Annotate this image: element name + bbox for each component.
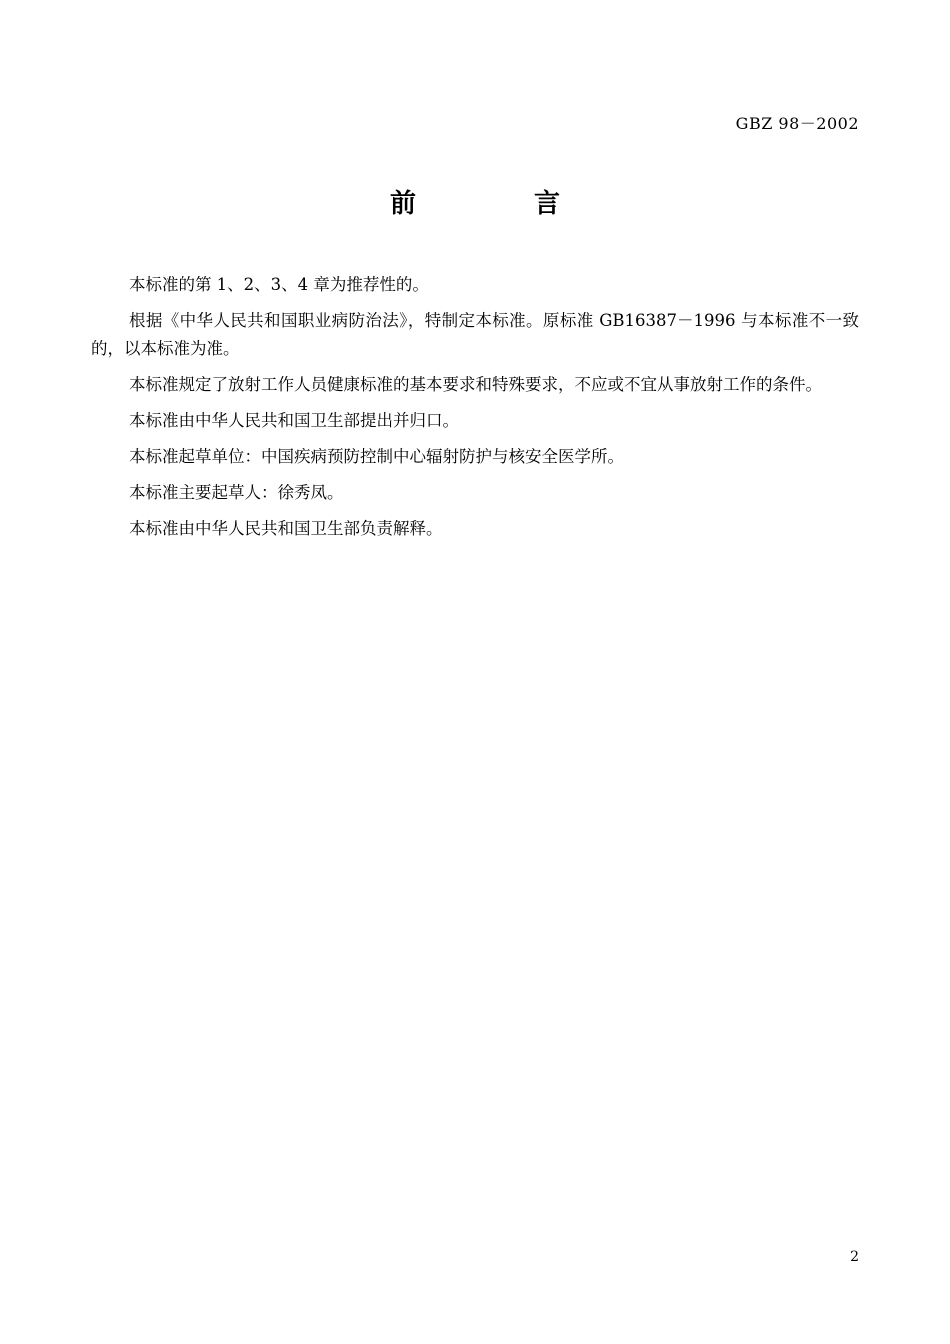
- paragraph-main-drafter: 本标准主要起草人：徐秀凤。: [128, 483, 344, 502]
- paragraph-drafting-unit: 本标准起草单位：中国疾病预防控制中心辐射防护与核安全医学所。: [128, 447, 624, 466]
- paragraph-interpretation: 本标准由中华人民共和国卫生部负责解释。: [128, 519, 443, 538]
- paragraph-recommended-chapters: 本标准的第 1、2、3、4 章为推荐性的。: [128, 275, 429, 294]
- title-char-2: 言: [534, 189, 561, 219]
- paragraph-scope: 本标准规定了放射工作人员健康标准的基本要求和特殊要求，不应或不宜从事放射工作的条件。: [128, 375, 822, 394]
- paragraph-proposer: 本标准由中华人民共和国卫生部提出并归口。: [128, 411, 459, 430]
- foreword-body: [91, 271, 859, 551]
- title-char-1: 前: [389, 189, 416, 219]
- paragraph-legal-basis: 根据《中华人民共和国职业病防治法》，特制定本标准。原标准 GB16387－1996 与本标准不一致的，以本标准为准。: [91, 311, 859, 358]
- page-number: 2: [850, 1249, 859, 1265]
- page-title: [0, 186, 950, 222]
- standard-number: GBZ 98－2002: [735, 114, 859, 133]
